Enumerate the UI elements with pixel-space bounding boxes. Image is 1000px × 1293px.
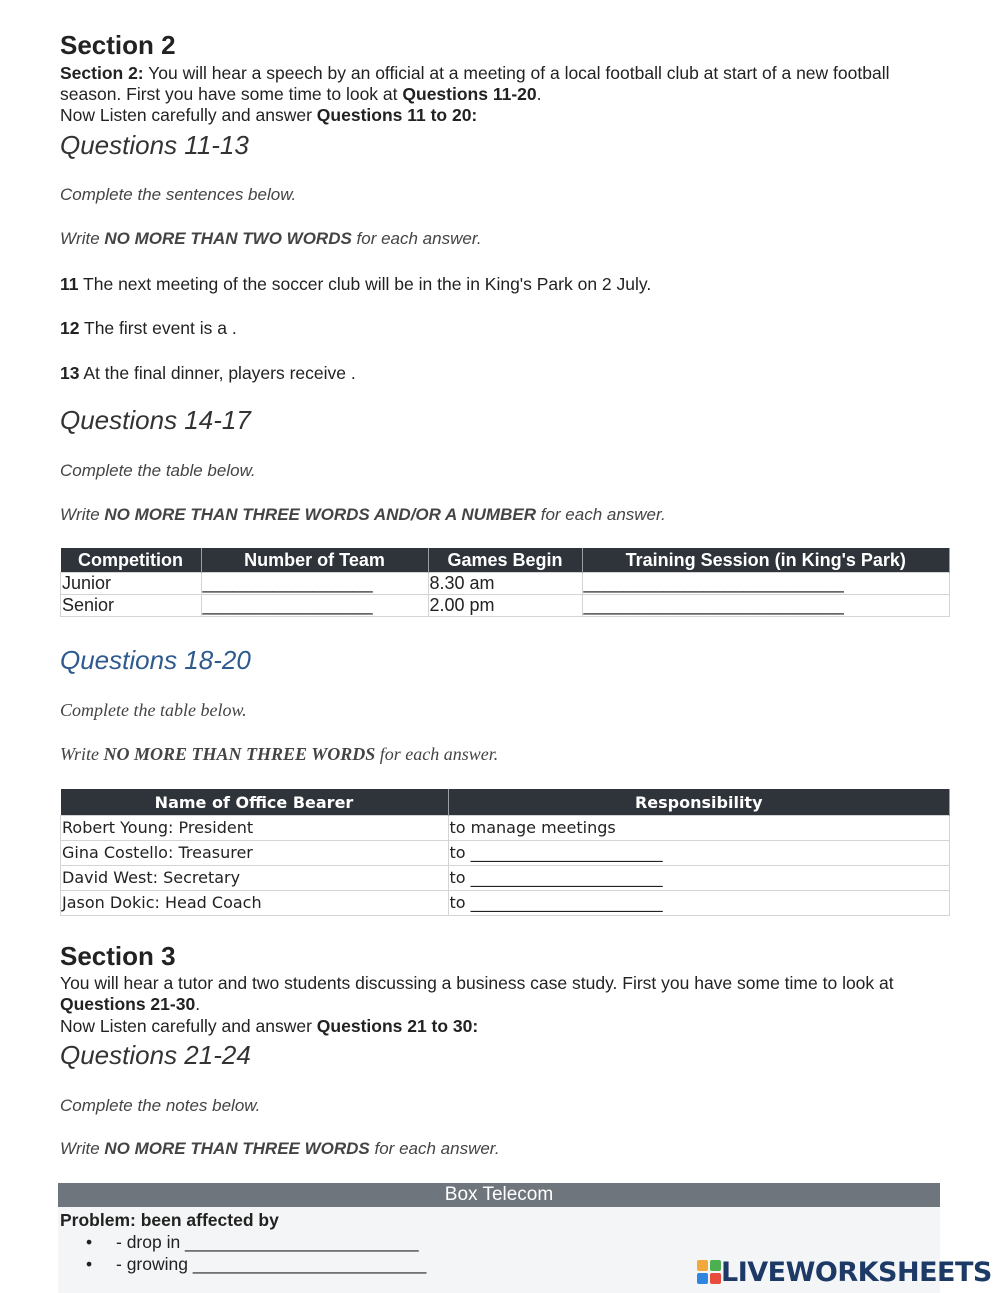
cell-office-bearer: Robert Young: President: [61, 816, 449, 841]
questions-18-20-instruction: Complete the table below.: [60, 700, 247, 720]
section-3-intro: You will hear a tutor and two students discussing a business case study. First you have some time to look at Questions 21-30.: [60, 973, 894, 1014]
logo-text: LIVEWORKSHEETS: [721, 1256, 992, 1288]
notes-box-title: Box Telecom: [58, 1183, 940, 1207]
section-2-listen: Now Listen carefully and answer Questions 11 to 20:: [60, 105, 478, 125]
answer-blank[interactable]: __________________________: [582, 573, 950, 595]
questions-21-24-heading: Questions 21-24: [60, 1040, 251, 1070]
cell-responsibility: to manage meetings: [448, 816, 950, 841]
cell-games-begin: 8.30 am: [428, 573, 582, 595]
section-2-intro: Section 2: You will hear a speech by an official at a meeting of a local football club at start of a new football season. First you have some time to look at Questions 11-20.: [60, 63, 890, 104]
col-responsibility: Responsibility: [448, 789, 950, 816]
table-row: [61, 573, 950, 595]
question-13: 13 At the final dinner, players receive .: [60, 363, 356, 383]
table-row: [61, 595, 950, 617]
col-games-begin: Games Begin: [428, 548, 582, 573]
list-item[interactable]: - growing ________________________: [116, 1254, 427, 1274]
liveworksheets-logo: [697, 1252, 992, 1292]
section-2-title: Section 2: [60, 30, 176, 60]
table-row: [61, 841, 950, 866]
questions-14-17-word-limit: Write NO MORE THAN THREE WORDS AND/OR A NUMBER for each answer.: [60, 505, 666, 524]
questions-14-17-instruction: Complete the table below.: [60, 461, 256, 480]
table-row: [61, 891, 950, 916]
col-number-of-team: Number of Team: [201, 548, 428, 573]
cell-office-bearer: David West: Secretary: [61, 866, 449, 891]
problem-label: Problem: been affected by: [60, 1210, 279, 1230]
col-office-bearer: Name of Office Bearer: [61, 789, 449, 816]
questions-11-13-word-limit: Write NO MORE THAN TWO WORDS for each answer.: [60, 229, 482, 248]
cell-competition: Senior: [61, 595, 202, 617]
questions-21-24-word-limit: Write NO MORE THAN THREE WORDS for each answer.: [60, 1139, 500, 1158]
answer-blank[interactable]: to ________________________: [448, 866, 950, 891]
cell-competition: Junior: [61, 573, 202, 595]
answer-blank[interactable]: to ________________________: [448, 891, 950, 916]
question-12: 12 The first event is a .: [60, 318, 237, 338]
office-bearer-table: [60, 789, 950, 916]
questions-21-24-instruction: Complete the notes below.: [60, 1096, 261, 1115]
questions-11-13-heading: Questions 11-13: [60, 130, 249, 160]
section-3-listen: Now Listen carefully and answer Questions 21 to 30:: [60, 1016, 479, 1036]
table-row: [61, 866, 950, 891]
list-item[interactable]: - drop in ________________________: [116, 1232, 419, 1252]
table-row: [61, 816, 950, 841]
answer-blank[interactable]: to ________________________: [448, 841, 950, 866]
cell-office-bearer: Jason Dokic: Head Coach: [61, 891, 449, 916]
answer-blank[interactable]: _________________: [201, 573, 428, 595]
questions-18-20-heading: Questions 18-20: [60, 645, 251, 675]
answer-blank[interactable]: _________________: [201, 595, 428, 617]
cell-games-begin: 2.00 pm: [428, 595, 582, 617]
questions-14-17-heading: Questions 14-17: [60, 405, 251, 435]
col-competition: Competition: [61, 548, 202, 573]
list-item: •: [86, 1254, 93, 1274]
list-item: •: [86, 1232, 93, 1252]
cell-office-bearer: Gina Costello: Treasurer: [61, 841, 449, 866]
col-training-session: Training Session (in King's Park): [582, 548, 950, 573]
logo-icon: [697, 1260, 721, 1284]
answer-blank[interactable]: __________________________: [582, 595, 950, 617]
question-11: 11 The next meeting of the soccer club will be in the in King's Park on 2 July.: [60, 274, 652, 294]
section-3-title: Section 3: [60, 941, 176, 971]
questions-18-20-word-limit: Write NO MORE THAN THREE WORDS for each answer.: [60, 744, 499, 764]
questions-11-13-instruction: Complete the sentences below.: [60, 185, 297, 204]
competition-table: [60, 548, 950, 617]
